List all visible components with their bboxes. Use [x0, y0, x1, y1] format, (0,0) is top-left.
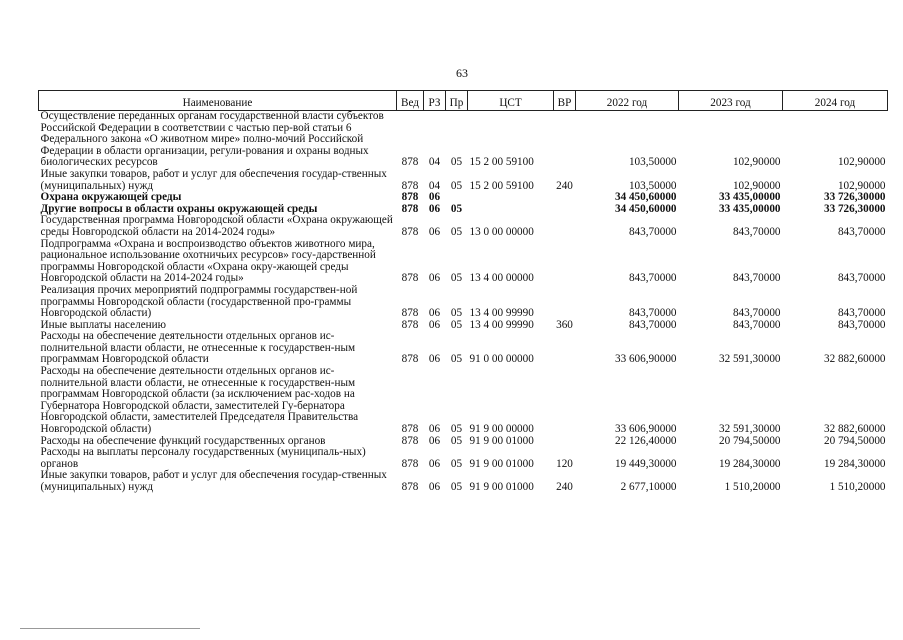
row-2024: 102,90000 — [837, 179, 886, 192]
row-2022: 843,70000 — [628, 272, 677, 285]
row-pr: 05 — [450, 457, 463, 470]
row-vr: 360 — [556, 318, 573, 331]
row-name: Иные выплаты населению — [40, 318, 166, 331]
table-row — [39, 239, 888, 285]
row-pr: 05 — [450, 423, 463, 436]
row-vr — [554, 239, 576, 285]
row-name: Реализация прочих мероприятий подпрограммы государствен-ной программы Новгородской области (государственной про-граммы Новгородской области) — [40, 283, 358, 320]
row-name: Другие вопросы в области охраны окружающей среды — [40, 202, 318, 215]
row-pr: 05 — [450, 272, 463, 285]
row-cst: 13 4 00 99990 — [469, 318, 534, 331]
row-cst: 91 0 00 00000 — [469, 353, 534, 366]
row-2024: 33 726,30000 — [823, 202, 886, 215]
row-2024: 20 794,50000 — [823, 434, 886, 447]
row-2024: 843,70000 — [837, 307, 886, 320]
row-vr — [554, 331, 576, 366]
header-vr: ВР — [554, 91, 576, 111]
row-ved: 878 — [401, 272, 419, 285]
table-row — [39, 169, 888, 192]
row-2024: 843,70000 — [837, 318, 886, 331]
row-rz: 06 — [428, 272, 441, 285]
table-row — [39, 331, 888, 366]
row-2023: 102,90000 — [732, 156, 781, 169]
row-ved: 878 — [401, 481, 419, 493]
row-2024: 843,70000 — [837, 225, 886, 238]
row-cst — [468, 204, 554, 216]
row-rz: 06 — [428, 353, 441, 366]
row-2022: 33 606,90000 — [614, 423, 677, 436]
row-ved: 878 — [401, 318, 419, 331]
row-cst: 91 9 00 00000 — [469, 423, 534, 436]
row-name: Иные закупки товаров, работ и услуг для обеспечения государ-ственных (муниципальных) нужд — [40, 469, 387, 493]
row-cst: 13 0 00 00000 — [469, 225, 534, 238]
row-pr: 05 — [450, 307, 463, 320]
budget-table — [38, 90, 888, 494]
row-ved: 878 — [401, 423, 419, 436]
row-cst: 13 4 00 00000 — [469, 272, 534, 285]
table-row — [39, 111, 888, 169]
row-name: Расходы на обеспечение деятельности отдельных органов ис-полнительной власти области, не отнесенные к государствен-ным программам Новгородской области (за исключением рас-ходов на Губернатора Новгородской области, заместителей Гу-бернатора Новгородской области, заместителей Председателя Правительства Новгородской области) — [40, 365, 359, 436]
row-rz: 04 — [428, 179, 441, 192]
row-cst: 15 2 00 59100 — [469, 179, 534, 192]
row-pr: 05 — [450, 434, 463, 447]
row-cst: 91 9 00 01000 — [469, 434, 534, 447]
header-2022: 2022 год — [576, 91, 679, 111]
row-2022: 843,70000 — [628, 225, 677, 238]
row-2023: 32 591,30000 — [718, 423, 781, 436]
row-2024: 32 882,60000 — [823, 423, 886, 436]
header-cst: ЦСТ — [468, 91, 554, 111]
row-pr: 05 — [450, 353, 463, 366]
header-name: Наименование — [39, 91, 397, 111]
row-rz: 06 — [428, 307, 441, 320]
row-rz: 06 — [428, 434, 441, 447]
row-name: Государственная программа Новгородской области «Охрана окружающей среды Новгородской области на 2014-2024 годы» — [40, 214, 393, 238]
row-ved: 878 — [401, 179, 419, 192]
row-2022: 22 126,40000 — [614, 434, 677, 447]
table-row — [39, 447, 888, 470]
row-ved: 878 — [401, 191, 419, 204]
row-cst: 15 2 00 59100 — [469, 156, 534, 169]
row-pr — [446, 192, 468, 204]
row-2023: 19 284,30000 — [718, 457, 781, 470]
row-2024: 19 284,30000 — [823, 457, 886, 470]
header-2024: 2024 год — [783, 91, 888, 111]
row-2023: 843,70000 — [732, 225, 781, 238]
row-vr: 240 — [556, 179, 573, 192]
row-name: Расходы на обеспечение деятельности отдельных органов ис-полнительной власти области, не отнесенные к государствен-ным программам Новгородской области — [40, 330, 356, 366]
row-cst: 91 9 00 01000 — [469, 457, 534, 470]
row-rz: 06 — [428, 423, 441, 436]
row-vr: 120 — [556, 457, 573, 470]
row-ved: 878 — [401, 353, 419, 366]
row-vr — [554, 285, 576, 320]
row-cst: 91 9 00 01000 — [469, 481, 534, 493]
row-rz: 06 — [428, 318, 441, 331]
row-2023: 843,70000 — [732, 318, 781, 331]
row-2023: 20 794,50000 — [718, 434, 781, 447]
row-pr: 05 — [450, 225, 463, 238]
row-rz: 04 — [428, 156, 441, 169]
table-row — [39, 366, 888, 436]
row-2022: 103,50000 — [628, 179, 677, 192]
row-ved: 878 — [401, 225, 419, 238]
header-ved: Вед — [397, 91, 424, 111]
footer-divider — [20, 628, 200, 629]
header-pr: Пр — [446, 91, 468, 111]
row-2023: 102,90000 — [732, 179, 781, 192]
row-vr — [554, 192, 576, 204]
row-vr — [554, 111, 576, 169]
row-2023: 32 591,30000 — [718, 353, 781, 366]
row-2024: 33 726,30000 — [823, 191, 886, 204]
row-vr: 240 — [556, 481, 573, 493]
row-vr — [554, 215, 576, 238]
row-ved: 878 — [401, 202, 419, 215]
row-name: Осуществление переданных органам государственной власти субъектов Российской Федерации в соответствии с частью пер-вой статьи 6 Федерального закона «О животном мире» полно-мочий Российской Федерации в области организации, регули-рования и охраны водных биологических ресурсов — [40, 110, 384, 169]
header-2023: 2023 год — [679, 91, 783, 111]
table-row — [39, 285, 888, 320]
row-rz: 06 — [428, 202, 441, 215]
row-vr — [554, 436, 576, 448]
table-header-row — [39, 91, 888, 111]
row-name: Расходы на выплаты персоналу государственных (муниципаль-ных) органов — [40, 446, 366, 470]
row-name: Расходы на обеспечение функций государственных органов — [40, 434, 326, 447]
table-row — [39, 215, 888, 238]
row-2024: 1 510,20000 — [829, 481, 886, 493]
row-pr: 05 — [450, 156, 463, 169]
row-2022: 103,50000 — [628, 156, 677, 169]
row-2024: 843,70000 — [837, 272, 886, 285]
header-rz: РЗ — [424, 91, 446, 111]
row-pr: 05 — [450, 318, 463, 331]
row-pr: 05 — [450, 202, 463, 215]
row-ved: 878 — [401, 307, 419, 320]
row-2023: 1 510,20000 — [724, 481, 781, 493]
row-cst: 13 4 00 99990 — [469, 307, 534, 320]
row-vr — [554, 366, 576, 436]
row-rz: 06 — [428, 191, 441, 204]
row-2023: 33 435,00000 — [718, 191, 781, 204]
row-name: Охрана окружающей среды — [40, 191, 182, 204]
row-cst — [468, 192, 554, 204]
table-row-section — [39, 192, 888, 204]
row-pr: 05 — [450, 179, 463, 192]
row-rz: 06 — [428, 481, 441, 493]
row-2022: 2 677,10000 — [620, 481, 677, 493]
row-ved: 878 — [401, 434, 419, 447]
row-2023: 843,70000 — [732, 307, 781, 320]
row-2023: 843,70000 — [732, 272, 781, 285]
row-2022: 843,70000 — [628, 307, 677, 320]
row-ved: 878 — [401, 457, 419, 470]
row-2024: 32 882,60000 — [823, 353, 886, 366]
row-2022: 34 450,60000 — [614, 202, 677, 215]
table-row — [39, 470, 888, 493]
row-2022: 34 450,60000 — [614, 191, 677, 204]
row-2022: 33 606,90000 — [614, 353, 677, 366]
row-2024: 102,90000 — [837, 156, 886, 169]
row-2022: 843,70000 — [628, 318, 677, 331]
row-name: Иные закупки товаров, работ и услуг для обеспечения государ-ственных (муниципальных) нужд — [40, 167, 387, 192]
row-vr — [554, 204, 576, 216]
row-ved: 878 — [401, 156, 419, 169]
row-rz: 06 — [428, 225, 441, 238]
row-pr: 05 — [450, 481, 463, 493]
row-2022: 19 449,30000 — [614, 457, 677, 470]
row-rz: 06 — [428, 457, 441, 470]
page-number: 63 — [456, 66, 468, 80]
row-2023: 33 435,00000 — [718, 202, 781, 215]
row-name: Подпрограмма «Охрана и воспроизводство объектов животного мира, рациональное использование охотничьих ресурсов» госу-дарственной программы Новгородской области «Охрана окру-жающей среды Новгородской области на 2014-2024 годы» — [40, 237, 376, 285]
